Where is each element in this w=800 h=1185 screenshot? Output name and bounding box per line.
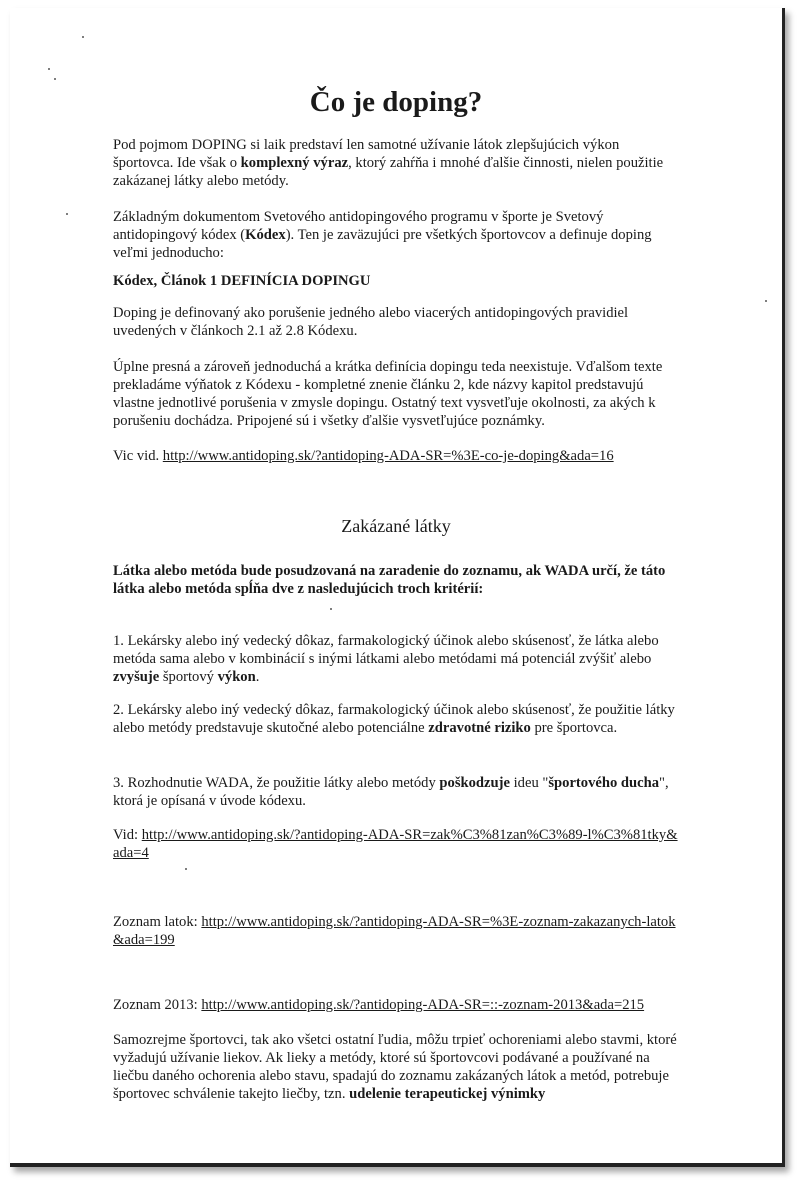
paragraph-therapeutic-exemption bbox=[113, 1031, 683, 1103]
paragraph-kodex bbox=[113, 208, 683, 262]
paragraph-bold: poškodzuje bbox=[439, 775, 510, 791]
link-zoznam-2013[interactable]: http://www.antidoping.sk/?antidoping-ADA-SR=::-zoznam-2013&ada=215 bbox=[201, 997, 645, 1013]
link-line-vid bbox=[113, 826, 683, 862]
link-co-je-doping[interactable]: http://www.antidoping.sk/?antidoping-ADA-SR=%3E-co-je-doping&ada=16 bbox=[162, 448, 614, 464]
paragraph-text: 2. Lekársky alebo iný vedecký dôkaz, farmakologický účinok alebo skúsenosť, že použitie látky alebo metódy predstavuje skutočné alebo potenciálne bbox=[113, 702, 675, 736]
scan-speck bbox=[765, 300, 767, 302]
paragraph-text: 1. Lekársky alebo iný vedecký dôkaz, farmakologický účinok alebo skúsenosť, že látka alebo metóda sama alebo v kombinácií s inými látkami alebo metódami má potenciál zvýšiť alebo bbox=[113, 633, 659, 667]
link-line-zoznam-latok bbox=[113, 913, 683, 949]
link-line-zoznam-2013 bbox=[113, 996, 683, 1014]
page-title: Čo je doping? bbox=[309, 86, 483, 118]
paragraph-definition: Doping je definovaný ako porušenie jedného alebo viacerých antidopingových pravidiel uvedených v článkoch 2.1 až 2.8 Kódexu. bbox=[113, 305, 629, 339]
paragraph-text: športový bbox=[159, 669, 218, 685]
link-line-vic-vid bbox=[113, 447, 683, 465]
paragraph-bold: zdravotné riziko bbox=[428, 720, 531, 736]
paragraph-text: Samozrejme športovci, tak ako všetci ostatní ľudia, môžu trpieť ochoreniami alebo stavmi, ktoré vyžadujú užívanie liekov. Ak lieky a metódy, ktoré sú športovcovi podávané a používané na liečbu daného ochorenia alebo stavu, spadajú do zoznamu zakázaných látok a metód, potrebuje športovec schválenie takejto liečby, tzn. bbox=[113, 1032, 677, 1102]
scan-speck bbox=[185, 868, 187, 870]
scan-speck bbox=[66, 213, 68, 215]
paragraph-bold: zvyšuje bbox=[113, 669, 160, 685]
link-label: Vic vid. bbox=[113, 448, 163, 464]
scan-speck bbox=[82, 36, 84, 38]
paragraph-bold: komplexný výraz bbox=[240, 155, 349, 171]
paragraph-bold: športového ducha bbox=[548, 775, 660, 791]
paragraph-explanation: Úplne presná a zároveň jednoduchá a krátka definícia dopingu teda neexistuje. Vďalšom texte prekladáme výňatok z Kódexu - kompletné znenie článku 2, kde názvy kapitol predstavujú vlastne jednotlivé porušenia v zmysle dopingu. Ostatný text vysvetľuje okolnosti, za akých k porušeniu dochádza. Pripojené sú i všetky ďalšie vysvetľujúce poznámky. bbox=[113, 359, 663, 429]
criterion-1 bbox=[113, 632, 683, 686]
paragraph-text: , ktorý zahŕňa i mnohé ďalšie činnosti, nielen použitie zakázanej látky alebo metódy. bbox=[113, 155, 664, 189]
scan-speck bbox=[48, 68, 50, 70]
link-zoznam-latok[interactable]: http://www.antidoping.sk/?antidoping-ADA-SR=%3E-zoznam-zakazanych-latok&ada=199 bbox=[113, 914, 676, 948]
paragraph-bold: udelenie terapeutickej výnimky bbox=[349, 1086, 546, 1102]
paragraph-intro bbox=[113, 136, 683, 190]
link-zakazane-latky[interactable]: http://www.antidoping.sk/?antidoping-ADA-SR=zak%C3%81zan%C3%89-l%C3%81tky&ada=4 bbox=[113, 827, 678, 861]
criterion-3 bbox=[113, 774, 683, 810]
paragraph-text: ). Ten je zaväzujúci pre všetkých športovcov a definuje doping veľmi jednoducho: bbox=[113, 227, 652, 261]
paragraph-text: 3. Rozhodnutie WADA, že použitie látky alebo metódy bbox=[113, 775, 440, 791]
paragraph-text: Pod pojmom DOPING si laik predstaví len samotné užívanie látok zlepšujúcich výkon športovca. Ide však o bbox=[113, 137, 620, 171]
criterion-2 bbox=[113, 701, 683, 737]
criteria-intro: Látka alebo metóda bude posudzovaná na zaradenie do zoznamu, ak WADA určí, že táto látka alebo metóda spĺňa dve z nasledujúcich troch kritérií: bbox=[113, 563, 666, 597]
paragraph-bold: Kódex bbox=[245, 227, 286, 243]
paragraph-bold: výkon bbox=[217, 669, 256, 685]
scan-speck bbox=[54, 78, 56, 80]
paragraph-text: Základným dokumentom Svetového antidopingového programu v športe je Svetový antidopingový kódex ( bbox=[113, 209, 604, 243]
paragraph-text: ", ktorá je opísaná v úvode kódexu. bbox=[113, 775, 669, 809]
paragraph-text: pre športovca. bbox=[530, 720, 618, 736]
paragraph-text: . bbox=[255, 669, 260, 685]
section-heading-kodex: Kódex, Článok 1 DEFINÍCIA DOPINGU bbox=[113, 273, 371, 289]
link-label: Zoznam 2013: bbox=[113, 997, 202, 1013]
link-label: Zoznam latok: bbox=[113, 914, 202, 930]
paragraph-text: ideu " bbox=[509, 775, 549, 791]
scan-speck bbox=[330, 608, 332, 610]
document-page bbox=[10, 8, 785, 1167]
section-title-zakazane-latky: Zakázané látky bbox=[341, 516, 451, 536]
link-label: Vid: bbox=[113, 827, 142, 843]
